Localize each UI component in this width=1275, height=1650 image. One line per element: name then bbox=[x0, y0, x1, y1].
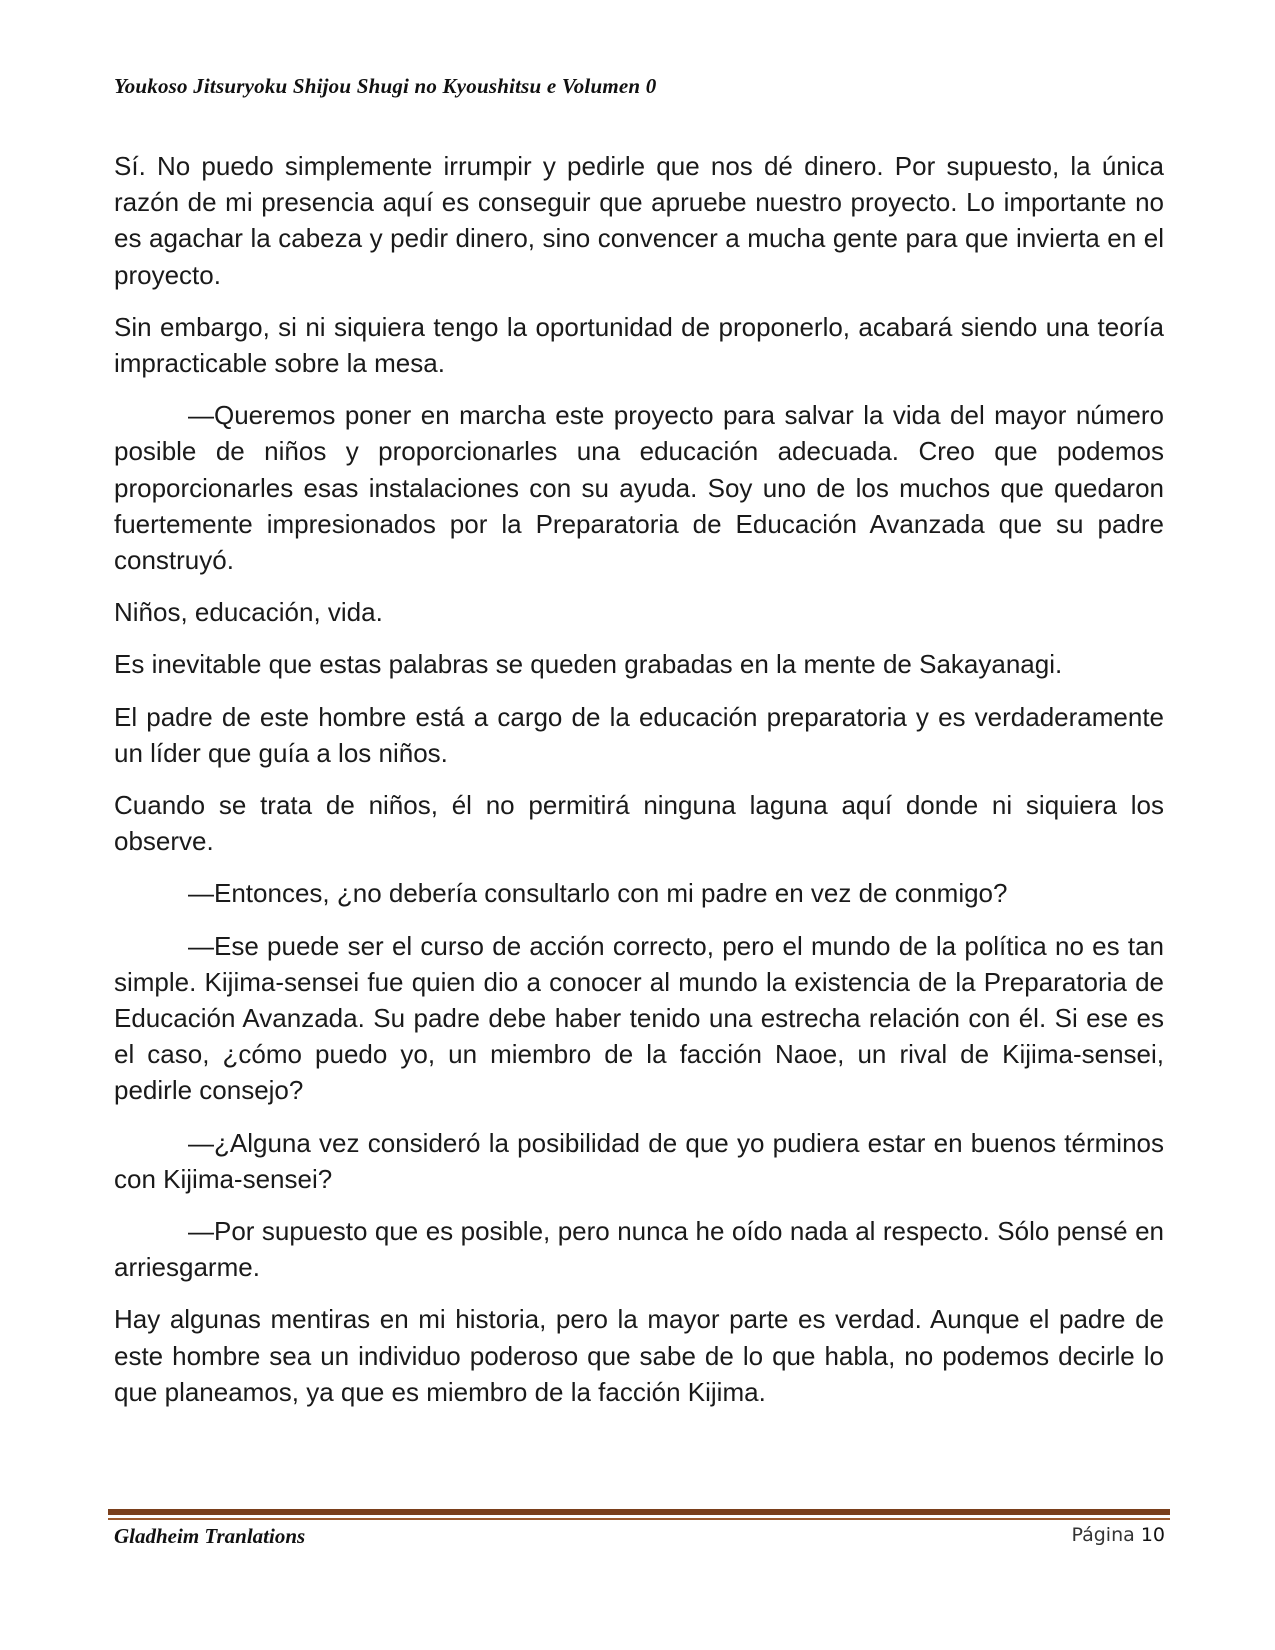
paragraph-11: —Por supuesto que es posible, pero nunca he oído nada al respecto. Sólo pensé en arriesgarme. bbox=[114, 1216, 1164, 1283]
page-header-title: Youkoso Jitsuryoku Shijou Shugi no Kyoushitsu e Volumen 0 bbox=[114, 74, 657, 98]
footer-divider-thick bbox=[108, 1509, 1170, 1515]
paragraph-1: Sí. No puedo simplemente irrumpir y pedirle que nos dé dinero. Por supuesto, la única razón de mi presencia aquí es conseguir que apruebe nuestro proyecto. Lo importante no es agachar la cabeza y pedir dinero, sino convencer a mucha gente para que invierta en el proyecto. bbox=[114, 151, 1164, 290]
paragraph-9: —Ese puede ser el curso de acción correcto, pero el mundo de la política no es tan simple. Kijima-sensei fue quien dio a conocer al mundo la existencia de la Preparatoria de Educación Avanzada. Su padre debe haber tenido una estrecha relación con él. Si ese es el caso, ¿cómo puedo yo, un miembro de la facción Naoe, un rival de Kijima-sensei, pedirle consejo? bbox=[114, 930, 1164, 1106]
paragraph-10: —¿Alguna vez consideró la posibilidad de que yo pudiera estar en buenos términos con Kijima-sensei? bbox=[114, 1127, 1164, 1194]
paragraph-4: Niños, educación, vida. bbox=[114, 597, 383, 628]
paragraph-5: Es inevitable que estas palabras se queden grabadas en la mente de Sakayanagi. bbox=[114, 649, 1063, 680]
page-number: 10 bbox=[1140, 1524, 1165, 1546]
paragraph-7: Cuando se trata de niños, él no permitirá ninguna laguna aquí donde ni siquiera los observe. bbox=[114, 790, 1164, 857]
page-body bbox=[114, 148, 1164, 1426]
paragraph-3: —Queremos poner en marcha este proyecto para salvar la vida del mayor número posible de niños y proporcionarles una educación adecuada. Creo que podemos proporcionarles esas instalaciones con su ayuda. Soy uno de los muchos que quedaron fuertemente impresionados por la Preparatoria de Educación Avanzada que su padre construyó. bbox=[114, 400, 1164, 576]
paragraph-8: —Entonces, ¿no debería consultarlo con mi padre en vez de conmigo? bbox=[188, 878, 1008, 909]
footer-divider-thin bbox=[108, 1518, 1170, 1520]
paragraph-12: Hay algunas mentiras en mi historia, pero la mayor parte es verdad. Aunque el padre de este hombre sea un individuo poderoso que sabe de lo que habla, no podemos decirle lo que planeamos, ya que es miembro de la facción Kijima. bbox=[114, 1304, 1164, 1407]
paragraph-6: El padre de este hombre está a cargo de la educación preparatoria y es verdaderamente un líder que guía a los niños. bbox=[114, 701, 1164, 768]
page-label: Página bbox=[1071, 1524, 1135, 1546]
paragraph-2: Sin embargo, si ni siquiera tengo la oportunidad de proponerlo, acabará siendo una teoría impracticable sobre la mesa. bbox=[114, 311, 1164, 379]
footer-publisher: Gladheim Tranlations bbox=[114, 1524, 306, 1548]
footer-page-indicator bbox=[1071, 1524, 1165, 1546]
